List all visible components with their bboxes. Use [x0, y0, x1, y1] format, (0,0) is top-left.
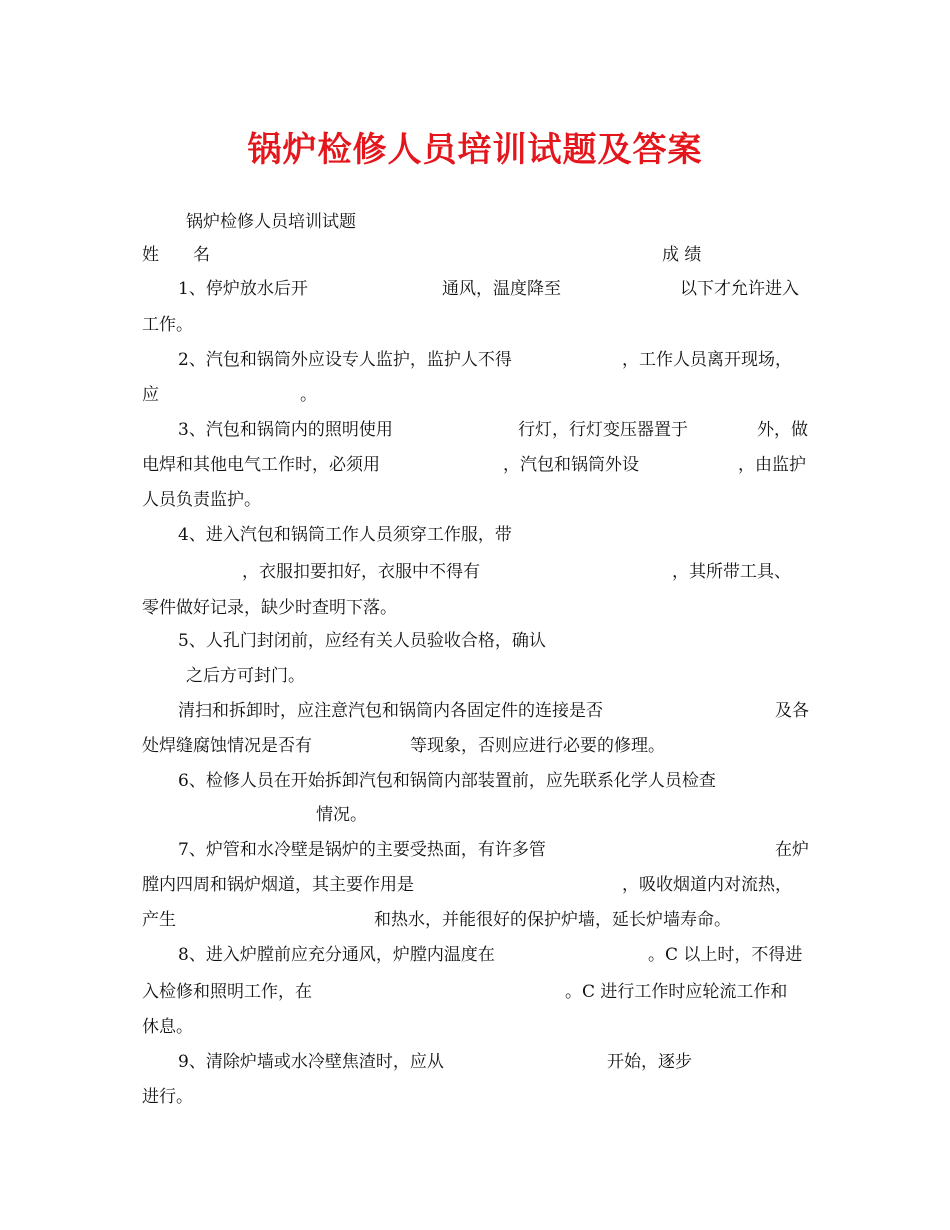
q2-text: 应	[142, 385, 159, 405]
document-subtitle: 锅炉检修人员培训试题	[186, 212, 356, 232]
q7-text: ，吸收烟道内对流热，	[622, 875, 792, 895]
q2-text: ，工作人员离开现场，	[622, 350, 792, 370]
q7-text: 在炉	[775, 840, 809, 860]
q2-text: 2、汽包和锅筒外应设专人监护，监护人不得	[178, 350, 512, 370]
q9-text: 进行。	[142, 1087, 193, 1107]
q8-text: 。C 以上时，不得进	[648, 945, 803, 965]
q3-text: 行灯，行灯变压器置于	[518, 420, 688, 440]
q9-text: 9、清除炉墙或水冷壁焦渣时，应从	[178, 1052, 444, 1072]
q5-text: 等现象，否则应进行必要的修理。	[410, 736, 665, 756]
q5-text: 处焊缝腐蚀情况是否有	[142, 736, 312, 756]
q6-text: 情况。	[316, 805, 367, 825]
q4-text: 零件做好记录，缺少时查明下落。	[142, 598, 397, 618]
score-label: 成 绩	[662, 245, 702, 265]
q4-text: ，其所带工具、	[672, 562, 791, 582]
q3-text: 外，做	[757, 420, 808, 440]
q8-text: 8、进入炉膛前应充分通风，炉膛内温度在	[178, 945, 495, 965]
q1-text: 以下才允许进入	[680, 279, 799, 299]
q4-text: ，衣服扣要扣好，衣服中不得有	[242, 562, 480, 582]
q7-text: 和热水，并能很好的保护炉墙，延长炉墙寿命。	[374, 910, 731, 930]
name-label: 姓 名	[142, 245, 210, 265]
q5-text: 及各	[775, 701, 809, 721]
q7-text: 产生	[142, 910, 176, 930]
q9-text: 开始，逐步	[607, 1052, 692, 1072]
q8-text: 休息。	[142, 1017, 193, 1037]
q8-text: 入检修和照明工作，在	[142, 982, 312, 1002]
q4-text: 4、进入汽包和锅筒工作人员须穿工作服，带	[178, 525, 512, 545]
q5-text: 5、人孔门封闭前，应经有关人员验收合格，确认	[178, 631, 546, 651]
q3-text: ，汽包和锅筒外设	[503, 455, 639, 475]
q3-text: 电焊和其他电气工作时，必须用	[142, 455, 380, 475]
q6-text: 6、检修人员在开始拆卸汽包和锅筒内部装置前，应先联系化学人员检查	[178, 771, 716, 791]
q8-text: 。C 进行工作时应轮流工作和	[565, 982, 788, 1002]
q2-text: 。	[300, 385, 317, 405]
q3-text: ，由监护	[738, 455, 806, 475]
q1-text: 工作。	[142, 315, 193, 335]
document-title: 锅炉检修人员培训试题及答案	[247, 130, 703, 170]
q5-text: 之后方可封门。	[186, 666, 305, 686]
q7-text: 7、炉管和水冷壁是锅炉的主要受热面，有许多管	[178, 840, 546, 860]
q3-text: 人员负责监护。	[142, 490, 261, 510]
q3-text: 3、汽包和锅筒内的照明使用	[178, 420, 393, 440]
q7-text: 膛内四周和锅炉烟道，其主要作用是	[142, 875, 414, 895]
q1-text: 1、停炉放水后开	[178, 279, 308, 299]
q1-text: 通风，温度降至	[442, 279, 561, 299]
q5-text: 清扫和拆卸时，应注意汽包和锅筒内各固定件的连接是否	[178, 701, 603, 721]
